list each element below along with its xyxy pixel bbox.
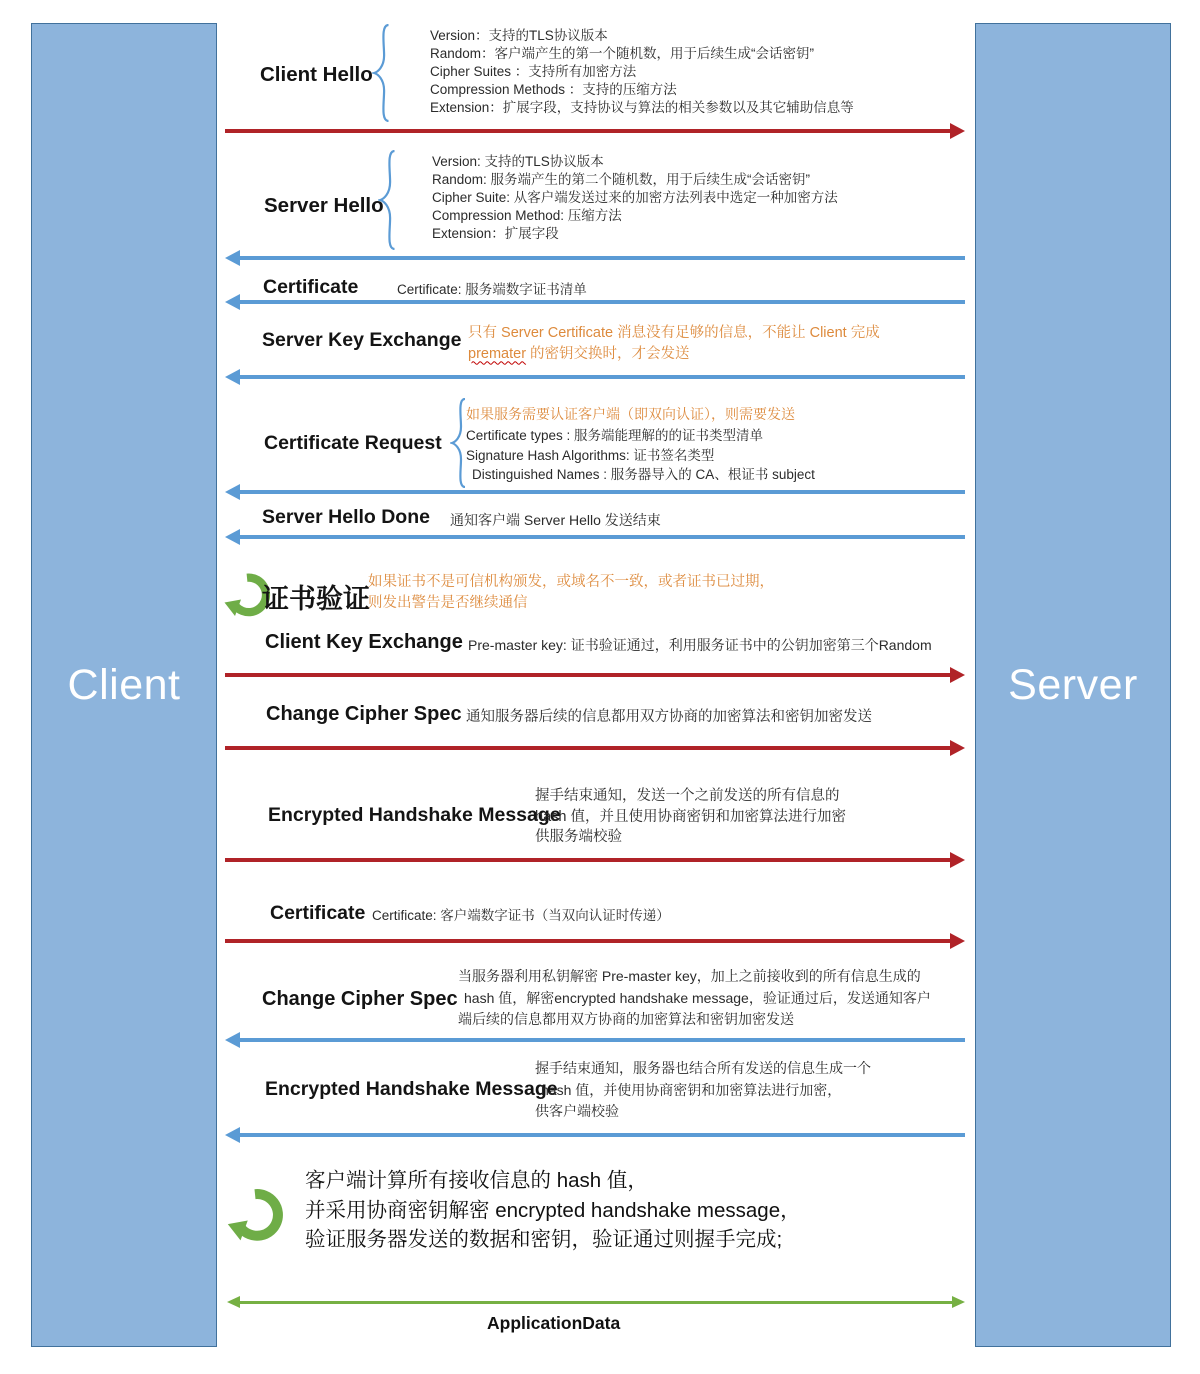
- message-label-change-cipher-spec: Change Cipher Spec: [266, 703, 462, 725]
- application-data-label: ApplicationData: [487, 1313, 621, 1333]
- misspelled-word: premater: [468, 345, 527, 362]
- desc-line: Certificate: 客户端数字证书（当双向认证时传递）: [372, 908, 670, 923]
- desc-line: Cipher Suites ：支持所有加密方法: [430, 64, 637, 79]
- desc-line: Version：支持的TLS协议版本: [430, 28, 608, 43]
- message-label-server-hello-done: Server Hello Done: [262, 506, 430, 528]
- certificate-request-desc: [466, 426, 815, 485]
- arrow-certificate-request: [225, 484, 965, 500]
- desc-line: 当服务器利用私钥解密 Pre-master key，加上之前接收到的所有信息生成的: [458, 968, 921, 984]
- arrow-application-data: [227, 1294, 965, 1310]
- desc-line: 如果服务需要认证客户端（即双向认证），则需要发送: [466, 406, 795, 422]
- message-label-server-key-exchange: Server Key Exchange: [262, 329, 462, 351]
- desc-line: Signature Hash Algorithms: 证书签名类型: [466, 447, 715, 463]
- desc-line: 端后续的信息都用双方协商的加密算法和密钥加密发送: [458, 1011, 794, 1028]
- desc-line: Compression Method: 压缩方法: [432, 208, 622, 223]
- message-label-change-cipher-spec-server: Change Cipher Spec: [262, 988, 458, 1010]
- client-hello-desc: [430, 27, 854, 117]
- change-cipher-spec-server-desc: [458, 966, 931, 1031]
- client-lane-label: Client: [67, 660, 181, 709]
- desc-line: Certificate: 服务端数字证书清单: [397, 282, 587, 297]
- arrow-encrypted-handshake-message: [225, 852, 965, 868]
- message-label-encrypted-handshake-message-server: Encrypted Handshake Message: [265, 1078, 558, 1100]
- desc-line: Extension：扩展字段: [432, 226, 559, 241]
- desc-line: 只有 Server Certificate 消息没有足够的信息，不能让 Client 完成: [468, 325, 880, 341]
- desc-line: Distinguished Names : 服务器导入的 CA、根证书 subject: [472, 467, 815, 482]
- cert-verify-note: [368, 572, 774, 613]
- message-label-certificate: Certificate: [263, 276, 359, 298]
- server-lane: [975, 23, 1171, 1347]
- server-key-exchange-desc: [468, 323, 880, 364]
- message-label-server-hello: Server Hello: [264, 194, 384, 217]
- client-certificate-desc: [372, 907, 670, 925]
- encrypted-handshake-message-server-desc: [535, 1058, 871, 1123]
- encrypted-handshake-message-desc: [535, 786, 846, 848]
- arrow-client-key-exchange: [225, 667, 965, 683]
- desc-line: 并采用协商密钥解密 encrypted handshake message，: [305, 1198, 801, 1222]
- desc-line: 验证服务器发送的数据和密钥，验证通过则握手完成;: [305, 1228, 783, 1251]
- message-label-client-key-exchange: Client Key Exchange: [265, 631, 463, 653]
- message-label-encrypted-handshake-message: Encrypted Handshake Message: [268, 804, 561, 826]
- desc-line: 供客户端校验: [535, 1103, 619, 1120]
- desc-line: hash 值，并使用协商密钥和加密算法进行加密，: [541, 1081, 842, 1098]
- arrow-certificate: [225, 294, 965, 310]
- desc-line: 客户端计算所有接收信息的 hash 值，: [305, 1169, 648, 1192]
- desc-line: 通知客户端 Server Hello 发送结束: [450, 512, 661, 528]
- certificate-request-condition: [466, 405, 795, 423]
- arrow-client-hello: [225, 123, 965, 139]
- change-cipher-spec-desc: [466, 707, 872, 728]
- arrow-encrypted-handshake-message-server: [225, 1127, 965, 1143]
- server-hello-desc: [432, 153, 838, 243]
- note-title-cert-verify: 证书验证: [262, 584, 370, 614]
- desc-line: Random: 服务端产生的第二个随机数，用于后续生成“会话密钥”: [432, 172, 811, 187]
- arrow-change-cipher-spec-server: [225, 1032, 965, 1048]
- desc-line: Pre-master key: 证书验证通过，利用服务证书中的公钥加密第三个Random: [468, 637, 932, 653]
- desc-line: Random：客户端产生的第一个随机数，用于后续生成“会话密钥”: [430, 46, 815, 61]
- brace-icon: [378, 150, 400, 250]
- arrow-server-key-exchange: [225, 369, 965, 385]
- client-lane: [31, 23, 217, 1347]
- desc-line: hash 值，并且使用协商密钥和加密算法进行加密: [535, 808, 846, 825]
- desc-line: Extension：扩展字段，支持协议与算法的相关参数以及其它辅助信息等: [430, 100, 854, 115]
- desc-line: 如果证书不是可信机构颁发，或域名不一致，或者证书已过期，: [368, 574, 774, 590]
- desc-line: Compression Methods ：支持的压缩方法: [430, 82, 677, 97]
- desc-line: 则发出警告是否继续通信: [368, 594, 528, 611]
- arrow-change-cipher-spec: [225, 740, 965, 756]
- green-cycle-arrow-icon: [224, 1186, 286, 1244]
- desc-line: 通知服务器后续的信息都用双方协商的加密算法和密钥加密发送: [466, 709, 872, 725]
- client-key-exchange-desc: [468, 636, 932, 656]
- desc-line: 握手结束通知，发送一个之前发送的所有信息的: [535, 788, 840, 804]
- server-lane-label: Server: [1008, 660, 1138, 709]
- desc-line: hash 值，解密encrypted handshake message，验证通过后，发送通知客户: [464, 989, 931, 1006]
- message-label-client-certificate: Certificate: [270, 902, 366, 924]
- desc-line: premater 的密钥交换时，才会发送: [468, 345, 690, 362]
- desc-line: Cipher Suite: 从客户端发送过来的加密方法列表中选定一种加密方法: [432, 190, 838, 205]
- desc-line: Certificate types : 服务端能理解的的证书类型清单: [466, 428, 764, 443]
- brace-icon: [372, 24, 394, 122]
- desc-line: 供服务端校验: [535, 829, 622, 845]
- message-label-certificate-request: Certificate Request: [264, 432, 442, 454]
- final-verify-note: [305, 1166, 801, 1255]
- arrow-server-hello: [225, 250, 965, 266]
- arrow-server-hello-done: [225, 529, 965, 545]
- message-label-client-hello: Client Hello: [260, 63, 373, 86]
- desc-line: Version: 支持的TLS协议版本: [432, 154, 604, 169]
- arrow-client-certificate: [225, 933, 965, 949]
- server-hello-done-desc: [450, 511, 661, 529]
- desc-line: 握手结束通知，服务器也结合所有发送的信息生成一个: [535, 1060, 871, 1076]
